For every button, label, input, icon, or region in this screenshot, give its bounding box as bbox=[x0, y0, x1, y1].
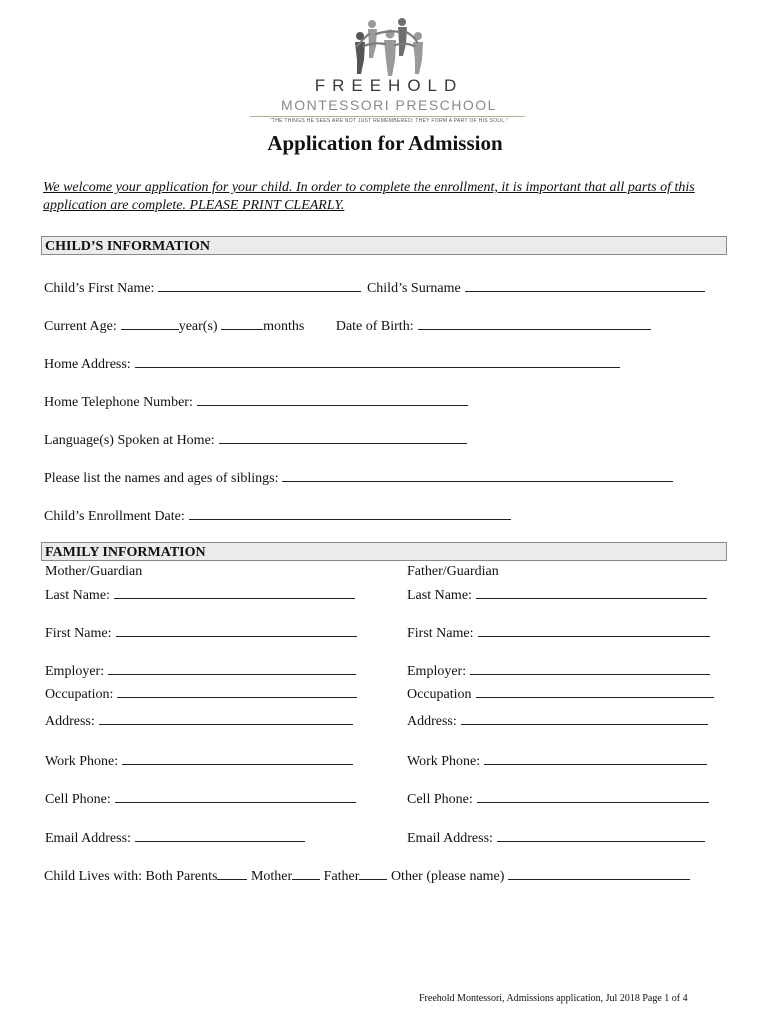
child-first-name-label: Child’s First Name: bbox=[44, 281, 155, 296]
father-heading: Father/Guardian bbox=[407, 564, 499, 579]
father-cell-phone-row bbox=[407, 788, 709, 808]
mother-occupation-field[interactable] bbox=[117, 683, 357, 698]
logo-tagline: "THE THINGS HE SEES ARE NOT JUST REMEMBERED; THEY FORM A PART OF HIS SOUL." bbox=[269, 118, 509, 124]
logo-subname: MONTESSORI PRESCHOOL bbox=[281, 97, 497, 113]
years-label: year(s) bbox=[178, 319, 218, 334]
family-info-header: FAMILY INFORMATION bbox=[41, 542, 727, 561]
child-surname-field[interactable] bbox=[465, 277, 705, 292]
father-address-row bbox=[407, 710, 708, 730]
home-phone-row bbox=[44, 391, 468, 411]
mother-last-name-field[interactable] bbox=[114, 584, 355, 599]
enrollment-field[interactable] bbox=[189, 505, 511, 520]
home-address-label: Home Address: bbox=[44, 357, 131, 372]
lives-with-both-field[interactable] bbox=[217, 865, 247, 880]
father-cell-phone-field[interactable] bbox=[477, 788, 709, 803]
father-address-field[interactable] bbox=[461, 710, 708, 725]
mother-address-field[interactable] bbox=[99, 710, 353, 725]
home-address-row bbox=[44, 353, 620, 373]
mother-address-row bbox=[45, 710, 353, 730]
current-age-row bbox=[44, 315, 651, 335]
languages-row bbox=[44, 429, 467, 449]
mother-first-name-row bbox=[45, 622, 357, 642]
father-employer-label: Employer: bbox=[407, 664, 467, 679]
lives-with-other-field[interactable] bbox=[508, 865, 690, 880]
intro-text: We welcome your application for your child. In order to complete the enrollment, it is important that all parts of this application are complete. PLEASE PRINT CLEARLY. bbox=[43, 180, 695, 213]
current-age-label: Current Age: bbox=[44, 319, 117, 334]
child-first-name-row bbox=[44, 277, 705, 297]
child-surname-label: Child’s Surname bbox=[366, 281, 461, 296]
mother-cell-phone-field[interactable] bbox=[115, 788, 356, 803]
father-first-name-field[interactable] bbox=[478, 622, 710, 637]
lives-with-father-field[interactable] bbox=[359, 865, 387, 880]
home-address-field[interactable] bbox=[135, 353, 620, 368]
father-email-row bbox=[407, 827, 705, 847]
mother-occupation-row bbox=[45, 683, 357, 703]
lives-with-mother-field[interactable] bbox=[292, 865, 320, 880]
father-work-phone-field[interactable] bbox=[484, 750, 707, 765]
father-address-label: Address: bbox=[407, 714, 457, 729]
mother-last-name-row bbox=[45, 584, 355, 604]
father-first-name-row bbox=[407, 622, 710, 642]
father-email-label: Email Address: bbox=[407, 831, 493, 846]
logo-divider bbox=[250, 116, 525, 117]
page-title: Application for Admission bbox=[267, 131, 503, 155]
father-employer-field[interactable] bbox=[470, 660, 710, 675]
age-years-field[interactable] bbox=[121, 315, 179, 330]
enrollment-label: Child’s Enrollment Date: bbox=[44, 509, 185, 524]
child-first-name-field[interactable] bbox=[158, 277, 361, 292]
siblings-row bbox=[44, 467, 673, 487]
mother-employer-field[interactable] bbox=[108, 660, 356, 675]
mother-first-name-field[interactable] bbox=[116, 622, 357, 637]
lives-with-label: Child Lives with: bbox=[44, 869, 142, 884]
siblings-field[interactable] bbox=[282, 467, 673, 482]
mother-email-label: Email Address: bbox=[45, 831, 131, 846]
logo-name: FREEHOLD bbox=[314, 76, 464, 95]
child-info-header: CHILD’S INFORMATION bbox=[41, 236, 727, 255]
mother-cell-phone-row bbox=[45, 788, 356, 808]
father-occupation-label: Occupation bbox=[407, 687, 472, 702]
mother-address-label: Address: bbox=[45, 714, 95, 729]
mother-employer-row bbox=[45, 660, 356, 680]
mother-employer-label: Employer: bbox=[45, 664, 105, 679]
mother-work-phone-label: Work Phone: bbox=[45, 754, 119, 769]
page-footer: Freehold Montessori, Admissions application, Jul 2018 Page 1 of 4 bbox=[419, 993, 688, 1004]
home-phone-label: Home Telephone Number: bbox=[44, 395, 193, 410]
home-phone-field[interactable] bbox=[197, 391, 468, 406]
mother-cell-phone-label: Cell Phone: bbox=[45, 792, 111, 807]
languages-field[interactable] bbox=[219, 429, 467, 444]
months-label: months bbox=[263, 319, 305, 334]
father-last-name-row bbox=[407, 584, 707, 604]
mother-last-name-label: Last Name: bbox=[45, 588, 110, 603]
father-occupation-row bbox=[407, 683, 714, 703]
mother-work-phone-field[interactable] bbox=[122, 750, 353, 765]
mother-email-field[interactable] bbox=[135, 827, 305, 842]
father-cell-phone-label: Cell Phone: bbox=[407, 792, 473, 807]
lives-with-both-label: Both Parents bbox=[145, 869, 218, 884]
lives-with-father-label: Father bbox=[323, 869, 360, 884]
father-last-name-field[interactable] bbox=[476, 584, 707, 599]
mother-heading: Mother/Guardian bbox=[45, 564, 143, 579]
logo-figures-icon bbox=[340, 14, 432, 78]
father-last-name-label: Last Name: bbox=[407, 588, 472, 603]
father-work-phone-label: Work Phone: bbox=[407, 754, 481, 769]
father-work-phone-row bbox=[407, 750, 707, 770]
father-occupation-field[interactable] bbox=[476, 683, 714, 698]
father-first-name-label: First Name: bbox=[407, 626, 474, 641]
mother-work-phone-row bbox=[45, 750, 353, 770]
father-employer-row bbox=[407, 660, 710, 680]
age-months-field[interactable] bbox=[221, 315, 263, 330]
enrollment-row bbox=[44, 505, 511, 525]
mother-first-name-label: First Name: bbox=[45, 626, 112, 641]
mother-email-row bbox=[45, 827, 305, 847]
lives-with-row bbox=[44, 865, 690, 885]
dob-label: Date of Birth: bbox=[335, 319, 414, 334]
father-email-field[interactable] bbox=[497, 827, 705, 842]
siblings-label: Please list the names and ages of siblings: bbox=[44, 471, 279, 486]
languages-label: Language(s) Spoken at Home: bbox=[44, 433, 215, 448]
lives-with-other-label: Other (please name) bbox=[390, 869, 505, 884]
lives-with-mother-label: Mother bbox=[250, 869, 293, 884]
dob-field[interactable] bbox=[418, 315, 651, 330]
mother-occupation-label: Occupation: bbox=[45, 687, 114, 702]
